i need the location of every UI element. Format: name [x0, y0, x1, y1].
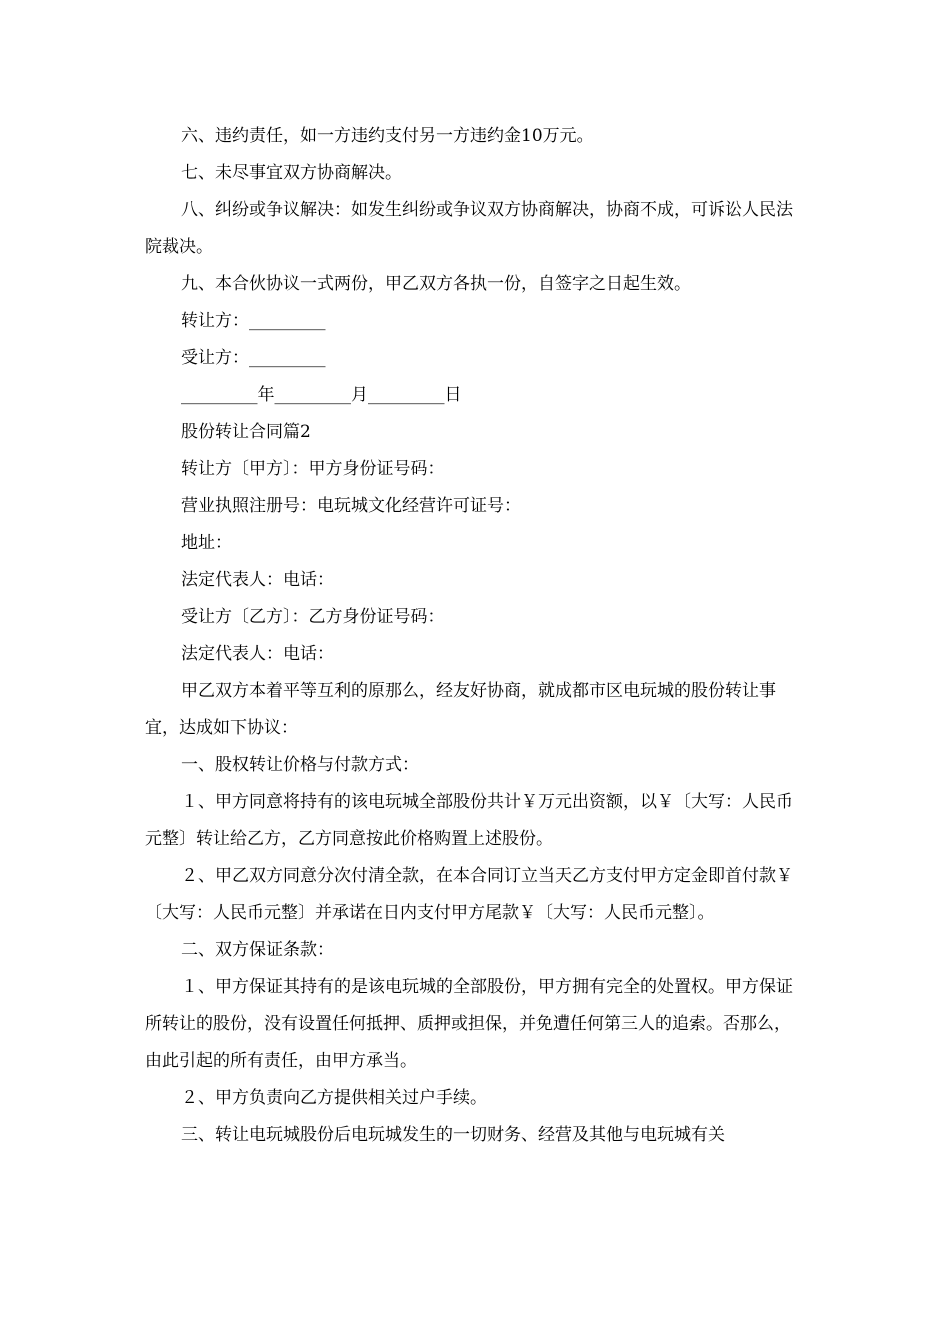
article-2-heading: 二、双方保证条款：: [181, 940, 334, 960]
article-1-item-1: １、甲方同意将持有的该电玩城全部股份共计￥万元出资额，以￥〔大写：人民币元整〕转让给乙方，乙方同意按此价格购置上述股份。: [145, 792, 793, 849]
article-2-item-2: ２、甲方负责向乙方提供相关过户手续。: [181, 1088, 487, 1108]
clause-8: 八、纠纷或争议解决：如发生纠纷或争议双方协商解决，协商不成，可诉讼人民法院裁决。: [145, 200, 793, 257]
article-1-item-2: ２、甲乙双方同意分次付清全款，在本合同订立当天乙方支付甲方定金即首付款￥〔大写：人民币元整〕并承诺在日内支付甲方尾款￥〔大写：人民币元整〕。: [145, 866, 793, 923]
clause-9: 九、本合伙协议一式两份，甲乙双方各执一份，自签字之日起生效。: [181, 274, 691, 294]
article-3-heading: 三、转让电玩城股份后电玩城发生的一切财务、经营及其他与电玩城有关: [181, 1125, 725, 1145]
article-1-heading: 一、股权转让价格与付款方式：: [181, 755, 419, 775]
address-line: 地址：: [181, 533, 232, 553]
transferor-signature-line: 转让方：_________: [181, 311, 326, 331]
preamble-paragraph: 甲乙双方本着平等互利的原那么，经友好协商，就成都市区电玩城的股份转让事宜，达成如下协议：: [145, 681, 776, 738]
party-b-line: 受让方〔乙方〕：乙方身份证号码：: [181, 607, 445, 627]
section-title: 股份转让合同篇2: [181, 422, 311, 442]
party-a-line: 转让方〔甲方〕：甲方身份证号码：: [181, 459, 445, 479]
clause-7: 七、未尽事宜双方协商解决。: [181, 163, 402, 183]
document-page: [145, 118, 800, 1154]
legal-rep-a-line: 法定代表人：电话：: [181, 570, 334, 590]
date-line: _________年_________月_________日: [181, 385, 462, 405]
business-license-line: 营业执照注册号：电玩城文化经营许可证号：: [181, 496, 521, 516]
legal-rep-b-line: 法定代表人：电话：: [181, 644, 334, 664]
article-2-item-1: １、甲方保证其持有的是该电玩城的全部股份，甲方拥有完全的处置权。甲方保证所转让的股份，没有设置任何抵押、质押或担保，并免遭任何第三人的追索。否那么，由此引起的所有责任，由甲方承当。: [145, 977, 793, 1071]
transferee-signature-line: 受让方：_________: [181, 348, 326, 368]
clause-6: 六、违约责任，如一方违约支付另一方违约金10万元。: [181, 126, 594, 146]
